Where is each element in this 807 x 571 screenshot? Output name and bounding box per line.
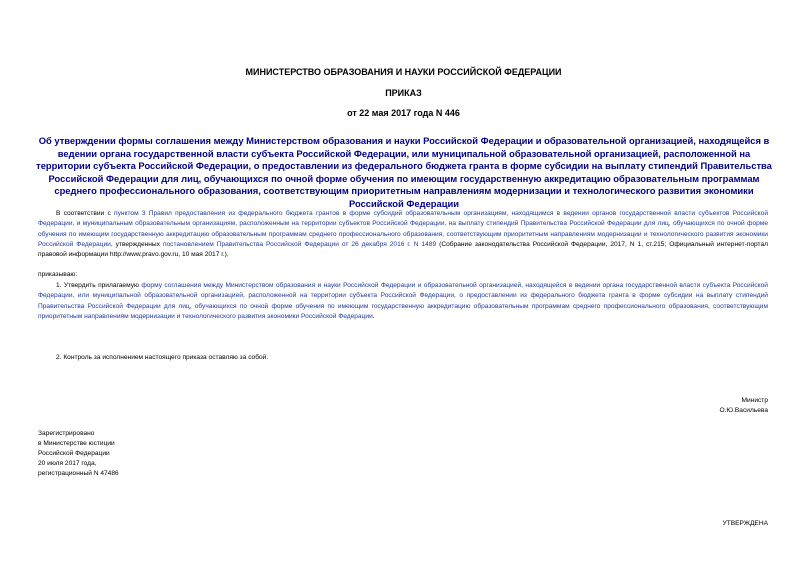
ministry-name: МИНИСТЕРСТВО ОБРАЗОВАНИЯ И НАУКИ РОССИЙСКОЙ ФЕДЕРАЦИИ (245, 67, 562, 77)
order-item-1 (38, 281, 768, 322)
approved-label: УТВЕРЖДЕНА (722, 520, 768, 527)
preamble-text-3: (Собрание законодательства Российской Федерации, 2017, N 1, ст.215; Официальный интернет-портал правовой информации http://www.pravo.gov.ru, 10 мая 2017 г.), (38, 240, 769, 259)
title-prefix: Об утверждении (38, 135, 119, 146)
signature-name: О.Ю.Васильева (719, 407, 768, 414)
doc-type: ПРИКАЗ (385, 88, 422, 98)
registration-line-1: Зарегистрировано (38, 430, 95, 437)
item1-text-1: 1. Утвердить прилагаемую (56, 282, 142, 289)
doc-date-number: от 22 мая 2017 года N 446 (347, 108, 460, 118)
registration-line-4: 20 июля 2017 года, (38, 460, 97, 467)
signature-position: Министр (741, 397, 768, 404)
registration-line-3: Российской Федерации (38, 450, 110, 457)
preamble-text-2: , утвержденных (110, 240, 163, 248)
government-decree-link[interactable]: постановлением Правительства Российской Федерации от 26 декабря 2016 г. N 1489 (162, 240, 437, 248)
orders-label: приказываю: (38, 271, 78, 278)
title-form-link[interactable]: формы соглашения между Министерством образования и науки Российской Федерации и образовательной организацией, находящейся в ведении органа государственной власти субъекта Российской Федерации, или муниципальной образовательной организацией, расположенной на территории субъекта Российской Федерации, о предоставлении из федерального бюджета гранта в форме субсидии на выплату стипендий Правительства Российской Федерации для лиц, обучающихся по очной форме обучения по имеющим государственную аккредитацию образовательным программам среднего профессионального образования, соответствующим приоритетным направлениям модернизации и технологического развития экономики Российской Федерации (36, 135, 772, 209)
preamble-paragraph (38, 209, 768, 260)
preamble-text-1: В соответствии с (56, 210, 115, 217)
registration-line-5: регистрационный N 47486 (38, 470, 119, 477)
order-item-2: 2. Контроль за исполнением настоящего приказа оставляю за собой. (56, 354, 269, 361)
registration-line-2: в Министерстве юстиции (38, 440, 115, 447)
form-agreement-link[interactable]: форму соглашения между Министерством образования и науки Российской Федерации и образовательной организацией, находящейся в ведении органа государственной власти субъекта Российской Федерации, или муниципальной образовательной организацией, расположенной на территории субъекта Российской Федерации, о предоставлении из федерального бюджета гранта в форме субсидии на выплату стипендий Правительства Российской Федерации для лиц, обучающихся по очной форме обучения по имеющим государственную аккредитацию образовательным программам среднего профессионального образования, соответствующим приоритетным направлениям модернизации и технологического развития экономики Российской Федерации (38, 282, 768, 320)
item1-text-2: . (372, 312, 375, 320)
rules-item-link[interactable]: пунктом 3 Правил предоставления из федерального бюджета грантов в форме субсидий образовательным организациям, находящимся в ведении органов государственной власти субъектов Российской Федерации, и муниципальным образовательным организациям, расположенным на территории субъектов Российской Федерации, на выплату стипендий Правительства Российской Федерации для лиц, обучающихся по очной форме обучения по имеющим государственную аккредитацию образовательным программам среднего профессионального образования, соответствующим приоритетным направлениям модернизации и технологического развития экономики Российской Федерации (38, 210, 768, 248)
document-title (36, 135, 772, 210)
